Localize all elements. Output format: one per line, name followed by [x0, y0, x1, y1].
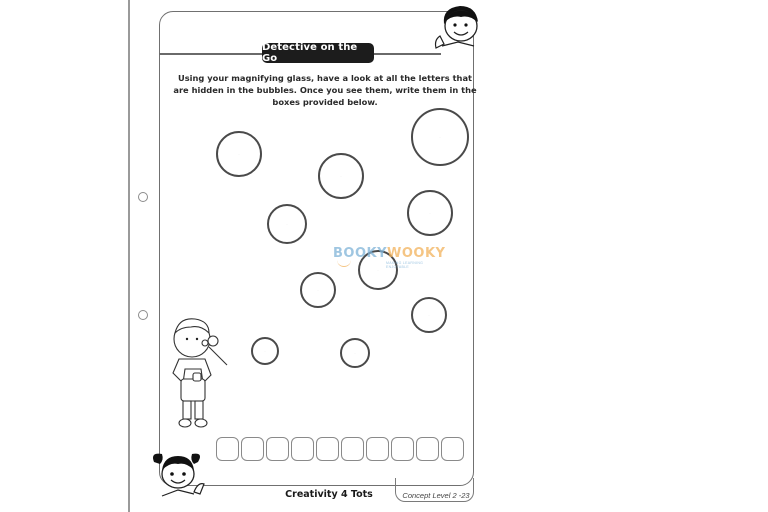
hidden-letter: · [429, 210, 431, 215]
hidden-letter: · [238, 151, 240, 156]
watermark-smile-icon [337, 260, 351, 267]
footer-brand: Creativity 4 Tots [285, 489, 373, 500]
hidden-letter: · [340, 173, 342, 178]
letter-bubble [411, 108, 469, 166]
watermark-part1: BOOKY [333, 246, 387, 261]
letter-bubble [411, 297, 447, 333]
answer-boxes [216, 437, 464, 461]
letter-bubble [407, 190, 453, 236]
instructions-text: Using your magnifying glass, have a look at all the letters that are hidden in the bubbles. Once you see them, write them in the boxes provided below. [173, 73, 477, 107]
answer-box[interactable] [416, 437, 439, 461]
punch-hole-bottom [138, 310, 148, 320]
girl-waving-icon [148, 448, 210, 500]
letter-bubble [216, 131, 262, 177]
hidden-letter: · [439, 134, 441, 139]
worksheet-title: Detective on the Go [262, 43, 374, 63]
hidden-letter: · [264, 348, 266, 353]
bookywooky-watermark [333, 246, 446, 270]
boy-blowing-bubbles-icon [165, 313, 237, 435]
watermark-tagline: MAKING LEARNING ENJOYABLE [386, 261, 424, 269]
boy-waving-icon [430, 2, 490, 54]
letter-bubble [300, 272, 336, 308]
page-margin-line [128, 0, 130, 512]
hidden-letter: · [286, 221, 288, 226]
footer-level: Concept Level 2 -23 [402, 491, 470, 500]
letter-bubble [318, 153, 364, 199]
hidden-letter: · [377, 267, 379, 272]
hidden-letter: · [354, 350, 356, 355]
answer-box[interactable] [266, 437, 289, 461]
answer-box[interactable] [291, 437, 314, 461]
hidden-letter: · [317, 287, 319, 292]
hidden-letter: · [428, 312, 430, 317]
letter-bubble [267, 204, 307, 244]
answer-box[interactable] [316, 437, 339, 461]
punch-hole-top [138, 192, 148, 202]
answer-box[interactable] [391, 437, 414, 461]
answer-box[interactable] [241, 437, 264, 461]
answer-box[interactable] [341, 437, 364, 461]
watermark-part2: WOOKY [387, 246, 446, 261]
letter-bubble [340, 338, 370, 368]
answer-box[interactable] [441, 437, 464, 461]
answer-box[interactable] [366, 437, 389, 461]
letter-bubble [251, 337, 279, 365]
answer-box[interactable] [216, 437, 239, 461]
